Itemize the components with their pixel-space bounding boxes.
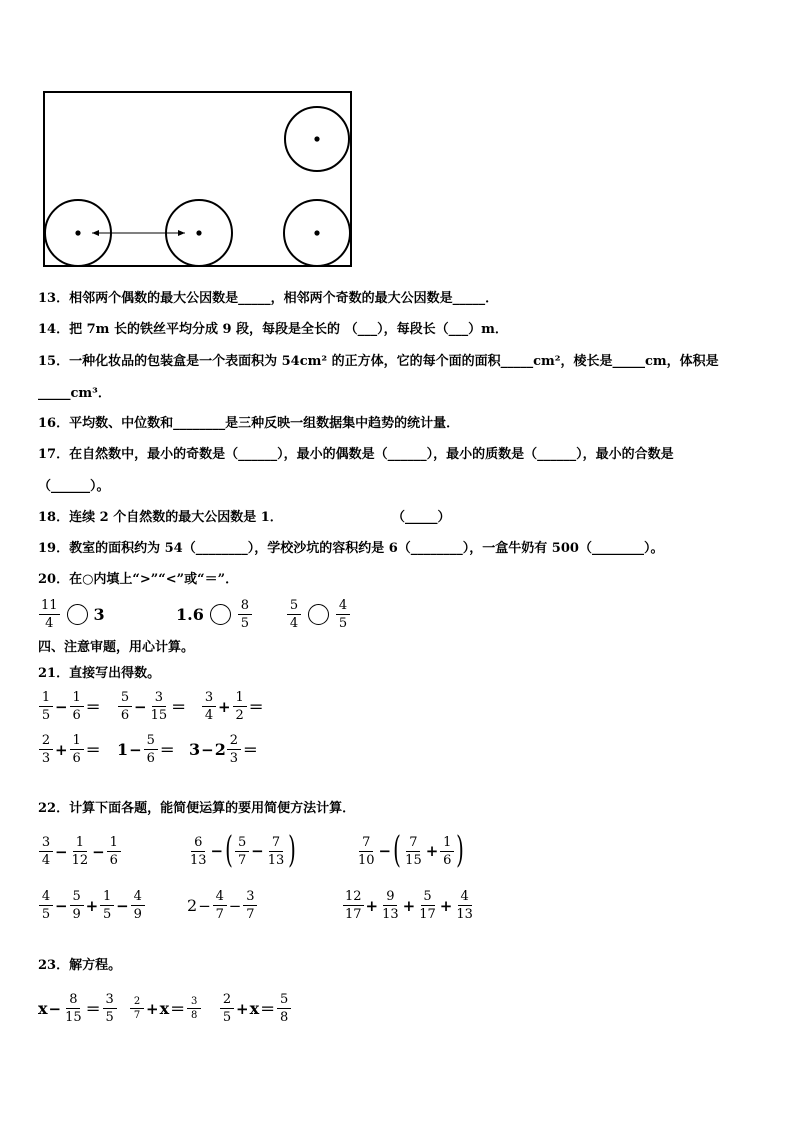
compare-circle[interactable] [210, 604, 231, 625]
calc-22-2: $\frac{6}{13}$ − ( $\frac{5}{7}$ − $\frac{7}{13}$ ) [190, 830, 297, 871]
calc-22-1: $\frac{3}{4}$ − $\frac{1}{12}$ − $\frac{1}{6}$ [38, 835, 122, 868]
question-23: 23．解方程。 [38, 958, 122, 973]
compare-circle[interactable] [308, 604, 329, 625]
calc-22-6: $\frac{12}{17}$ + $\frac{9}{13}$ + $\frac{5}{17}$ + $\frac{4}{13}$ [345, 889, 473, 922]
equation-23-3: $\frac{2}{5}$ + x ＝ $\frac{5}{8}$ [219, 992, 292, 1025]
compare-item-2 [176, 598, 253, 631]
question-17-line2: （______）。 [38, 479, 110, 494]
calc-21-5: 1 − $\frac{5}{6}$ ＝ [117, 733, 175, 766]
diagram-frame [44, 92, 351, 266]
circle-center-dot [314, 230, 319, 235]
circle-center-dot [75, 230, 80, 235]
calc-21-6: 3 − 2 $\frac{2}{3}$ ＝ [189, 733, 258, 766]
compare-item-3 [286, 598, 351, 631]
number: 3 [93, 605, 105, 624]
calc-21-3: $\frac{3}{4}$ + $\frac{1}{2}$ ＝ [201, 690, 265, 723]
question-21: 21．直接写出得数。 [38, 666, 161, 681]
fraction: $\frac{8}{5}$ [238, 598, 252, 631]
compare-item-1 [38, 598, 105, 631]
calc-22-4: $\frac{4}{5}$ − $\frac{5}{9}$ + $\frac{1}{5}$ − $\frac{4}{9}$ [38, 889, 146, 922]
question-15-line1: 15．一种化妆品的包装盒是一个表面积为 54cm² 的正方体，它的每个面的面积_____cm²，棱长是_____cm，体积是 [38, 354, 719, 369]
question-22: 22．计算下面各题，能简便运算的要用简便方法计算． [38, 801, 356, 816]
calc-22-5: 2 − $\frac{4}{7}$ − $\frac{3}{7}$ [187, 889, 258, 922]
question-14: 14．把 7m 长的铁丝平均分成 9 段，每段是全长的 （___），每段长（___）m． [38, 322, 508, 337]
question-17-line1: 17．在自然数中，最小的奇数是（______），最小的偶数是（______），最小的质数是（______），最小的合数是 [38, 447, 674, 462]
question-18-blank: （_____） [392, 510, 451, 525]
arrow-head-right [178, 230, 185, 236]
question-15-line2: _____cm³． [38, 386, 111, 401]
equation-23-2: $\frac{2}{7}$ + x ＝ $\frac{3}{8}$ [129, 996, 202, 1021]
circle-center-dot [314, 136, 319, 141]
fraction: $\frac{4}{5}$ [336, 598, 350, 631]
calc-21-4: $\frac{2}{3}$ + $\frac{1}{6}$ ＝ [38, 733, 102, 766]
section-4-title: 四、注意审题，用心计算。 [38, 640, 195, 655]
circle-diagram [0, 0, 794, 300]
number: 1.6 [176, 605, 204, 624]
question-20: 20．在○内填上“>”“<”或“＝”． [38, 572, 239, 587]
compare-circle[interactable] [67, 604, 88, 625]
question-18: 18．连续 2 个自然数的最大公因数是 1． [38, 510, 283, 525]
circle-center-dot [196, 230, 201, 235]
arrow-head-left [92, 230, 99, 236]
fraction: $\frac{11}{4}$ [41, 598, 58, 631]
calc-21-2: $\frac{5}{6}$ − $\frac{3}{15}$ ＝ [117, 690, 187, 723]
question-13: 13．相邻两个偶数的最大公因数是_____，相邻两个奇数的最大公因数是_____． [38, 291, 499, 306]
fraction: $\frac{5}{4}$ [287, 598, 301, 631]
calc-22-3: $\frac{7}{10}$ − ( $\frac{7}{15}$ + $\frac{1}{6}$ ) [358, 830, 465, 871]
calc-21-1: $\frac{1}{5}$ − $\frac{1}{6}$ ＝ [38, 690, 102, 723]
equation-23-1: x − $\frac{8}{15}$ ＝ $\frac{3}{5}$ [38, 992, 118, 1025]
question-19: 19．教室的面积约为 54（________），学校沙坑的容积约是 6（________），一盒牛奶有 500（________）。 [38, 541, 664, 556]
question-16: 16．平均数、中位数和________是三种反映一组数据集中趋势的统计量． [38, 416, 460, 431]
